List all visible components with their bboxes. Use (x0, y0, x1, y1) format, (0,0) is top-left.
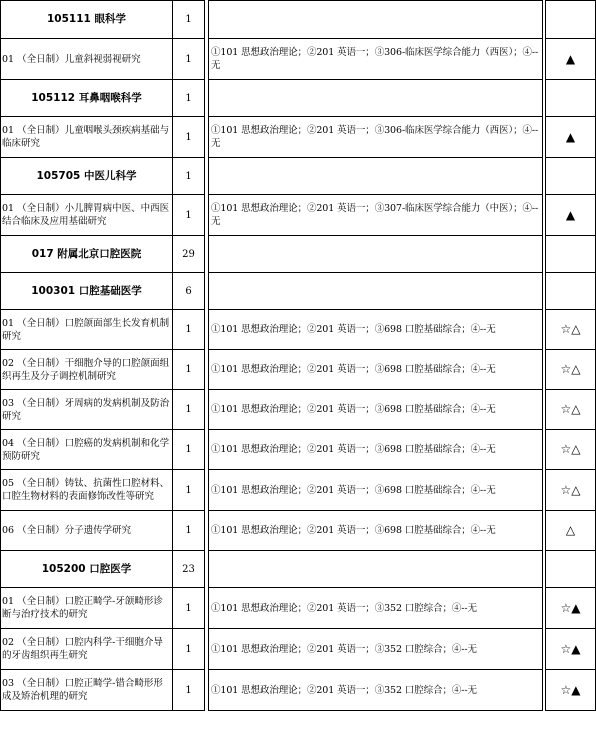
remark-mark: ☆△ (546, 350, 596, 390)
direction-row (1, 39, 596, 80)
exam-subjects: ①101 思想政治理论；②201 英语一；③352 口腔综合；④--无 (209, 629, 543, 670)
major-title: 105111 眼科学 (1, 1, 173, 39)
direction-row (1, 390, 596, 430)
exam-subjects: ①101 思想政治理论；②201 英语一；③306-临床医学综合能力（西医）；④--无 (209, 117, 543, 158)
remark-mark: ☆△ (546, 470, 596, 511)
direction-name: 01 （全日制）儿童咽喉头颈疾病基础与临床研究 (1, 117, 173, 158)
exam-subjects: ①101 思想政治理论；②201 英语一；③307-临床医学综合能力（中医）；④--无 (209, 195, 543, 236)
exam-subjects: ①101 思想政治理论；②201 英语一；③306-临床医学综合能力（西医）；④--无 (209, 39, 543, 80)
enrollment-count: 1 (173, 588, 205, 629)
exam-subjects: ①101 思想政治理论；②201 英语一；③352 口腔综合；④--无 (209, 670, 543, 711)
direction-row (1, 117, 596, 158)
enrollment-count: 1 (173, 470, 205, 511)
direction-row (1, 511, 596, 551)
direction-name: 05 （全日制）铸钛、抗菌性口腔材料、口腔生物材料的表面修饰改性等研究 (1, 470, 173, 511)
direction-name: 01 （全日制）口腔正畸学-牙颌畸形诊断与治疗技术的研究 (1, 588, 173, 629)
enrollment-count: 1 (173, 430, 205, 470)
exam-subjects: ①101 思想政治理论；②201 英语一；③698 口腔基础综合；④--无 (209, 390, 543, 430)
exam-subjects (209, 158, 543, 195)
remark-mark (546, 236, 596, 273)
enrollment-count: 1 (173, 158, 205, 195)
remark-mark: ▲ (546, 39, 596, 80)
remark-mark (546, 158, 596, 195)
remark-mark: ☆▲ (546, 588, 596, 629)
section-header-row (1, 551, 596, 588)
enrollment-count: 23 (173, 551, 205, 588)
enrollment-count: 6 (173, 273, 205, 310)
direction-row (1, 670, 596, 711)
direction-name: 01 （全日制）小儿脾胃病中医、中西医结合临床及应用基础研究 (1, 195, 173, 236)
remark-mark: ☆△ (546, 430, 596, 470)
section-header-row (1, 158, 596, 195)
remark-mark (546, 80, 596, 117)
remark-mark: ☆▲ (546, 670, 596, 711)
enrollment-count: 1 (173, 670, 205, 711)
exam-subjects (209, 236, 543, 273)
remark-mark (546, 551, 596, 588)
major-title: 105200 口腔医学 (1, 551, 173, 588)
exam-subjects (209, 80, 543, 117)
direction-name: 03 （全日制）口腔正畸学-错合畸形形成及矫治机理的研究 (1, 670, 173, 711)
major-title: 100301 口腔基础医学 (1, 273, 173, 310)
direction-name: 02 （全日制）干细胞介导的口腔颌面组织再生及分子调控机制研究 (1, 350, 173, 390)
exam-subjects: ①101 思想政治理论；②201 英语一；③698 口腔基础综合；④--无 (209, 470, 543, 511)
direction-row (1, 470, 596, 511)
direction-row (1, 310, 596, 350)
enrollment-count: 29 (173, 236, 205, 273)
section-header-row (1, 273, 596, 310)
enrollment-count: 1 (173, 80, 205, 117)
direction-row (1, 195, 596, 236)
direction-name: 03 （全日制）牙周病的发病机制及防治研究 (1, 390, 173, 430)
enrollment-count: 1 (173, 117, 205, 158)
direction-row (1, 350, 596, 390)
exam-subjects: ①101 思想政治理论；②201 英语一；③698 口腔基础综合；④--无 (209, 511, 543, 551)
exam-subjects: ①101 思想政治理论；②201 英语一；③698 口腔基础综合；④--无 (209, 430, 543, 470)
direction-name: 01 （全日制）口腔颌面部生长发育机制研究 (1, 310, 173, 350)
exam-subjects (209, 273, 543, 310)
direction-name: 01 （全日制）儿童斜视弱视研究 (1, 39, 173, 80)
remark-mark: ☆▲ (546, 629, 596, 670)
remark-mark: ☆△ (546, 390, 596, 430)
remark-mark: ▲ (546, 195, 596, 236)
remark-mark (546, 273, 596, 310)
exam-subjects: ①101 思想政治理论；②201 英语一；③698 口腔基础综合；④--无 (209, 350, 543, 390)
section-header-row (1, 1, 596, 39)
major-title: 105112 耳鼻咽喉科学 (1, 80, 173, 117)
enrollment-count: 1 (173, 511, 205, 551)
direction-row (1, 588, 596, 629)
exam-subjects (209, 551, 543, 588)
exam-subjects: ①101 思想政治理论；②201 英语一；③352 口腔综合；④--无 (209, 588, 543, 629)
enrollment-count: 1 (173, 39, 205, 80)
section-header-row (1, 236, 596, 273)
direction-row (1, 430, 596, 470)
enrollment-count: 1 (173, 350, 205, 390)
enrollment-count: 1 (173, 390, 205, 430)
direction-name: 02 （全日制）口腔内科学-干细胞介导的牙齿组织再生研究 (1, 629, 173, 670)
direction-name: 06 （全日制）分子遗传学研究 (1, 511, 173, 551)
direction-row (1, 629, 596, 670)
enrollment-count: 1 (173, 1, 205, 39)
major-title: 105705 中医儿科学 (1, 158, 173, 195)
section-header-row (1, 80, 596, 117)
remark-mark: △ (546, 511, 596, 551)
enrollment-count: 1 (173, 310, 205, 350)
remark-mark: ☆△ (546, 310, 596, 350)
enrollment-count: 1 (173, 629, 205, 670)
major-title: 017 附属北京口腔医院 (1, 236, 173, 273)
remark-mark (546, 1, 596, 39)
exam-subjects: ①101 思想政治理论；②201 英语一；③698 口腔基础综合；④--无 (209, 310, 543, 350)
direction-name: 04 （全日制）口腔癌的发病机制和化学预防研究 (1, 430, 173, 470)
enrollment-count: 1 (173, 195, 205, 236)
exam-subjects (209, 1, 543, 39)
remark-mark: ▲ (546, 117, 596, 158)
